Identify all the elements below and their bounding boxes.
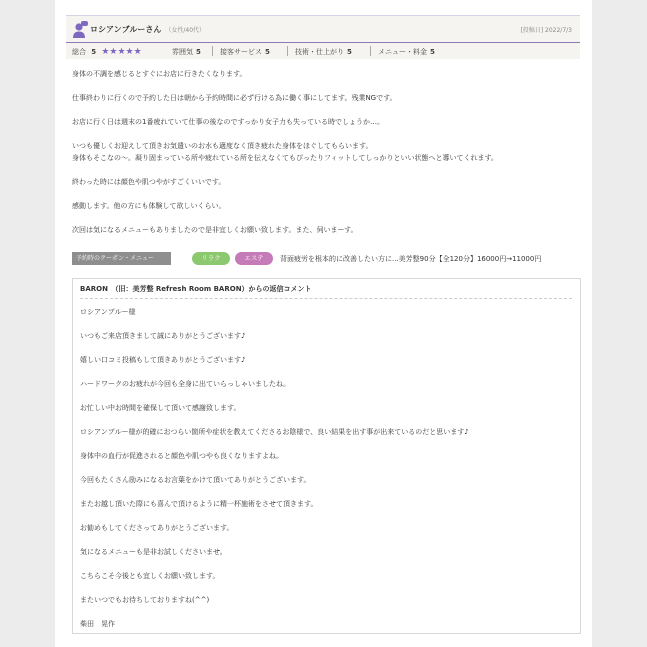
- atmosphere-value: 5: [196, 48, 201, 56]
- reply-line: お忙しい中お時間を確保して頂いて感謝致します。: [80, 404, 241, 412]
- coupon-menu-link[interactable]: 背面疲労を根本的に改善したい方に...美芳整90分【全120分】16000円→11000円: [280, 255, 542, 263]
- reply-line: こちらこそ今後とも宜しくお願い致します。: [80, 572, 220, 580]
- skill-rating: [295, 47, 352, 57]
- divider: [370, 46, 371, 56]
- reviewer-meta: （女性/40代）: [165, 27, 206, 34]
- menu-value: 5: [430, 48, 435, 56]
- reply-line: 嬉しい口コミ投稿もして頂きありがとうございます♪: [80, 356, 246, 364]
- divider: [287, 46, 288, 56]
- review-paragraph: 身体もそこなの～。凝り固まっている所や疲れている所を伝えなくてもぴったりフィットしてしっかりといい状態へと導いてくれます。: [72, 154, 498, 162]
- reply-line: ロシアンブルー様が的確におつらい箇所や症状を教えてくださるお陰様で、良い結果を出す事が出来ているのだと思います♪: [80, 428, 469, 436]
- divider: [212, 46, 213, 56]
- review-paragraph: 身体の不調を感じるとすぐにお店に行きたくなります。: [72, 70, 247, 78]
- overall-rating: [72, 47, 142, 57]
- divider: [80, 298, 572, 299]
- skill-value: 5: [347, 48, 352, 56]
- reply-line: 今回もたくさん励みになるお言葉をかけて頂いてありがとうございます。: [80, 476, 311, 484]
- service-rating: [220, 47, 270, 57]
- overall-value: 5: [91, 48, 97, 56]
- atmosphere-rating: [172, 47, 201, 57]
- atmosphere-label: 雰囲気: [172, 48, 193, 56]
- menu-rating: [378, 47, 435, 57]
- reply-title: BARON （旧：美芳整 Refresh Room BARON）からの返信コメント: [80, 285, 312, 293]
- shop-reply: [72, 278, 581, 634]
- reply-signature: 柴田 晃作: [80, 620, 115, 628]
- reviewer-name-text: ロシアンブルーさん: [90, 25, 162, 34]
- reply-line: ハードワークのお疲れが今回も全身に出ていらっしゃいましたね。: [80, 380, 290, 388]
- review-paragraph: 終わった時には顔色や肌つやがすごくいいです。: [72, 178, 226, 186]
- post-date: [投稿日] 2022/7/3: [520, 27, 572, 34]
- user-avatar-icon: [72, 21, 88, 39]
- review-paragraph: お店に行く日は週末の1番疲れていて仕事の後なのですっかり女子力も失っている時でしょうか…。: [72, 118, 385, 126]
- review-header: [66, 15, 580, 44]
- reply-line: ロシアンブルー様: [80, 308, 136, 316]
- reviewer-name: [90, 24, 205, 35]
- menu-label: メニュー・料金: [378, 48, 427, 56]
- tag-este[interactable]: エステ: [235, 252, 273, 265]
- service-label: 接客サービス: [220, 48, 262, 56]
- review-paragraph: 次回は気になるメニューもありましたので是非宜しくお願い致します。また、伺いまーす。: [72, 226, 358, 234]
- reply-line: またお越し頂いた際にも喜んで頂けるように精一杯施術をさせて頂きます。: [80, 500, 318, 508]
- reply-line: またいつでもお待ちしておりますね(^^): [80, 596, 210, 604]
- review-paragraph: いつも優しくお迎えして頂きお気遣いのお水も適度なく頂き疲れた身体をほぐしてもらいます。: [72, 142, 373, 150]
- ratings-bar: [66, 43, 580, 59]
- tag-relax[interactable]: リラク: [192, 252, 230, 265]
- reply-line: お勧めもしてくださってありがとうございます。: [80, 524, 234, 532]
- review-card: [55, 0, 592, 647]
- coupon-label: 予約時のクーポン・メニュー: [72, 252, 171, 265]
- review-paragraph: 感動します。他の方にも体験して欲しいくらい。: [72, 202, 226, 210]
- reply-line: 気になるメニューも是非お試しくださいませ。: [80, 548, 227, 556]
- skill-label: 技術・仕上がり: [295, 48, 344, 56]
- reply-line: いつもご来店頂きまして誠にありがとうございます♪: [80, 332, 246, 340]
- overall-label: 総合: [72, 48, 86, 56]
- reply-line: 身体中の血行が促進されると顔色や肌つやも良くなりますよね。: [80, 452, 283, 460]
- star-rating-icon: ★★★★★: [101, 47, 142, 57]
- service-value: 5: [265, 48, 270, 56]
- review-paragraph: 仕事終わりに行くので予約した日は朝から予約時間に必ず行ける為に働く事にしてます。残業NGです。: [72, 94, 397, 102]
- coupon-row: [72, 252, 582, 266]
